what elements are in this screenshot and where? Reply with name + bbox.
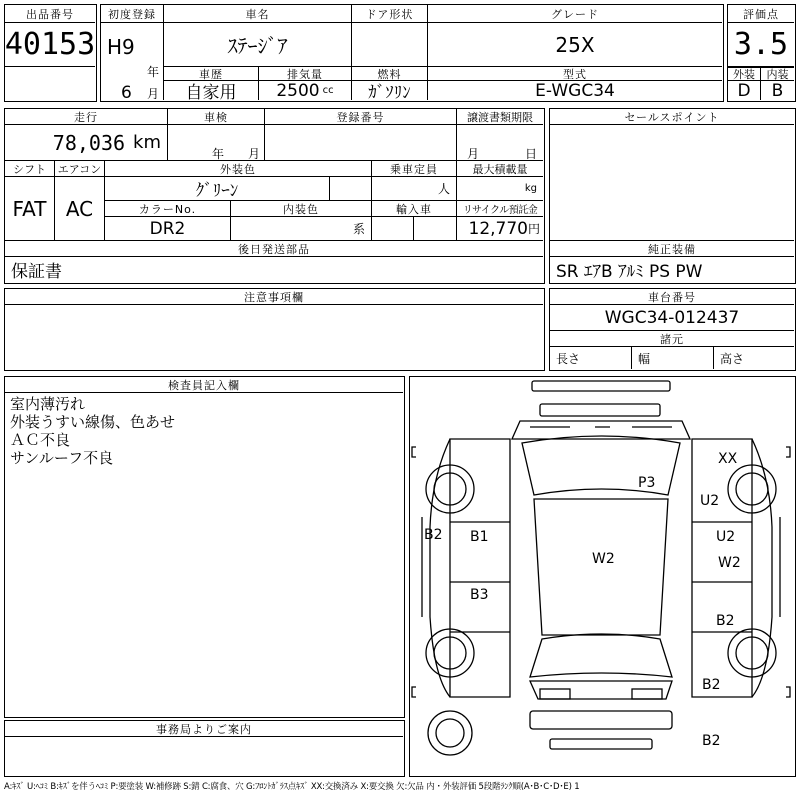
header-main [100, 4, 724, 102]
mark-right-front-fender: U2 [700, 493, 720, 509]
recycle-label: リサイクル預託金 [457, 201, 543, 217]
details-box [4, 108, 545, 284]
int-color-unit: 系 [352, 222, 365, 236]
notes-label: 注意事項欄 [5, 289, 543, 305]
year-value: 9 [122, 35, 135, 59]
lot-label: 出品番号 [5, 5, 95, 23]
era: H [107, 35, 123, 59]
int-label: 内装 [761, 67, 794, 81]
fuel-label: 燃料 [352, 67, 428, 81]
sales-point-label: セールスポイント [550, 109, 794, 125]
office-box [4, 720, 405, 777]
ext-color-value: ｸﾞﾘｰﾝ [105, 177, 330, 201]
score-label: 評価点 [728, 5, 794, 23]
max-load-label: 最大積載量 [457, 161, 543, 177]
legend-text: A:ｷｽﾞ U:ﾍｺﾐ B:ｷｽﾞを伴うﾍｺﾐ P:要塗装 W:補修跡 S:錆 C:腐食、穴 G:ﾌﾛﾝﾄｶﾞﾗｽ点ｷｽﾞ XX:交換済み X:要交換 欠:欠品 内・外装評価 5段階ﾗﾝｸ順(A･B･C･D･E) 1 [4, 782, 580, 792]
shift-value: FAT [5, 177, 55, 241]
first-reg-year [101, 23, 164, 79]
ext-color-label: 外装色 [105, 161, 372, 177]
color-no-label: カラーNo. [105, 201, 231, 217]
int-color-label: 内装色 [231, 201, 372, 217]
mark-right-rear-door: B2 [716, 613, 735, 629]
dims-label: 諸元 [550, 331, 794, 347]
model-value: E-WGC34 [535, 80, 615, 101]
inspector-label: 検査員記入欄 [5, 377, 403, 393]
transfer-box [457, 125, 543, 161]
inspector-line: サンルーフ不良 [10, 449, 114, 467]
displacement-box [259, 81, 352, 100]
grade-value: 25X [428, 23, 722, 67]
transfer-label: 譲渡書類期限 [457, 109, 543, 125]
year-unit: 年 [147, 65, 160, 79]
mark-right-front-door: U2 [716, 529, 736, 545]
capacity-label: 乗車定員 [372, 161, 457, 177]
ext-color-extra [330, 177, 372, 201]
recycle-unit: 円 [527, 222, 540, 236]
import-value-a [372, 217, 414, 241]
recycle-box [457, 217, 543, 241]
month-unit: 月 [147, 87, 160, 101]
mark-right-door-repair: W2 [718, 555, 741, 571]
fuel-value: ｶﾞｿﾘﾝ [352, 81, 428, 100]
grade-label: グレード [428, 5, 722, 23]
displacement-value: 2500 [276, 80, 320, 101]
int-color-box [231, 217, 372, 241]
int-value: B [771, 80, 784, 101]
car-name-label: 車名 [164, 5, 352, 23]
insp-year-unit: 年 [212, 147, 225, 161]
first-reg-label: 初度登録 [101, 5, 164, 23]
mark-rear-bumper: B2 [702, 733, 721, 749]
genuine-value: SR ｴｱB ｱﾙﾐ PS PW [556, 262, 703, 282]
ac-value: AC [55, 177, 105, 241]
mark-roof: P3 [638, 475, 656, 491]
score-value: 3.5 [728, 23, 794, 67]
inspection-label: 車検 [168, 109, 265, 125]
mark-roof-repair: W2 [592, 551, 615, 567]
door-value [352, 23, 428, 67]
inspector-line: 室内薄汚れ [10, 395, 86, 413]
notes-box [4, 288, 545, 371]
score-box [727, 4, 796, 102]
displacement-unit: cc [322, 85, 334, 96]
inspector-box [4, 376, 405, 718]
history-value: 自家用 [164, 81, 259, 100]
ext-value: D [728, 81, 761, 100]
color-no-value: DR2 [105, 217, 231, 241]
later-parts-label: 後日発送部品 [5, 241, 543, 257]
sales-point-value [550, 125, 794, 241]
ac-label: エアコン [55, 161, 105, 177]
transfer-day-unit: 日 [525, 147, 538, 161]
insp-month-unit: 月 [248, 147, 261, 161]
mark-right-rear-fender: B2 [702, 677, 721, 693]
office-label: 事務局よりご案内 [5, 721, 403, 737]
length-label: 長さ [550, 347, 632, 369]
chassis-label: 車台番号 [550, 289, 794, 305]
import-label: 輸入車 [372, 201, 457, 217]
mark-xx: XX [718, 451, 738, 467]
door-label: ドア形状 [352, 5, 428, 23]
mileage-label: 走行 [5, 109, 168, 125]
capacity-box [372, 177, 457, 201]
reg-no-value [265, 125, 457, 161]
capacity-unit: 人 [437, 182, 450, 196]
ext-label: 外装 [728, 67, 761, 81]
inspection-box [168, 125, 265, 161]
lot-box [4, 4, 97, 102]
recycle-value: 12,770 [468, 218, 528, 239]
mark-left-fender: B2 [424, 527, 443, 543]
height-label: 高さ [720, 351, 745, 366]
sales-point-box [549, 108, 796, 284]
mark-left-front-door: B1 [470, 529, 489, 545]
history-label: 車歴 [164, 67, 259, 81]
reg-no-label: 登録番号 [265, 109, 457, 125]
max-load-unit: kg [524, 183, 537, 194]
genuine-label: 純正装備 [550, 241, 794, 257]
inspector-line: 外装うすい線傷、色あせ [10, 413, 176, 431]
month-value: 6 [121, 83, 132, 103]
model-label: 型式 [428, 67, 722, 81]
mark-left-rear-door: B3 [470, 587, 489, 603]
width-label: 幅 [632, 347, 714, 369]
mileage-box [5, 125, 168, 161]
car-name: ｽﾃｰｼﾞｱ [164, 23, 352, 67]
shift-label: シフト [5, 161, 55, 177]
diagram-box [409, 376, 796, 777]
max-load-box [457, 177, 543, 201]
lot-number: 40153 [5, 23, 95, 67]
inspector-line: ＡＣ不良 [10, 431, 71, 449]
later-parts-value: 保証書 [11, 262, 62, 282]
chassis-value: WGC34-012437 [550, 305, 794, 331]
displacement-label: 排気量 [259, 67, 352, 81]
car-diagram [410, 377, 794, 775]
mileage-value: 78,036 [52, 130, 126, 155]
chassis-box [549, 288, 796, 371]
import-value-b [414, 217, 457, 241]
inspector-notes [10, 395, 175, 467]
transfer-month-unit: 月 [467, 147, 480, 161]
first-reg-month-box [101, 67, 164, 103]
mileage-unit: km [133, 132, 161, 153]
